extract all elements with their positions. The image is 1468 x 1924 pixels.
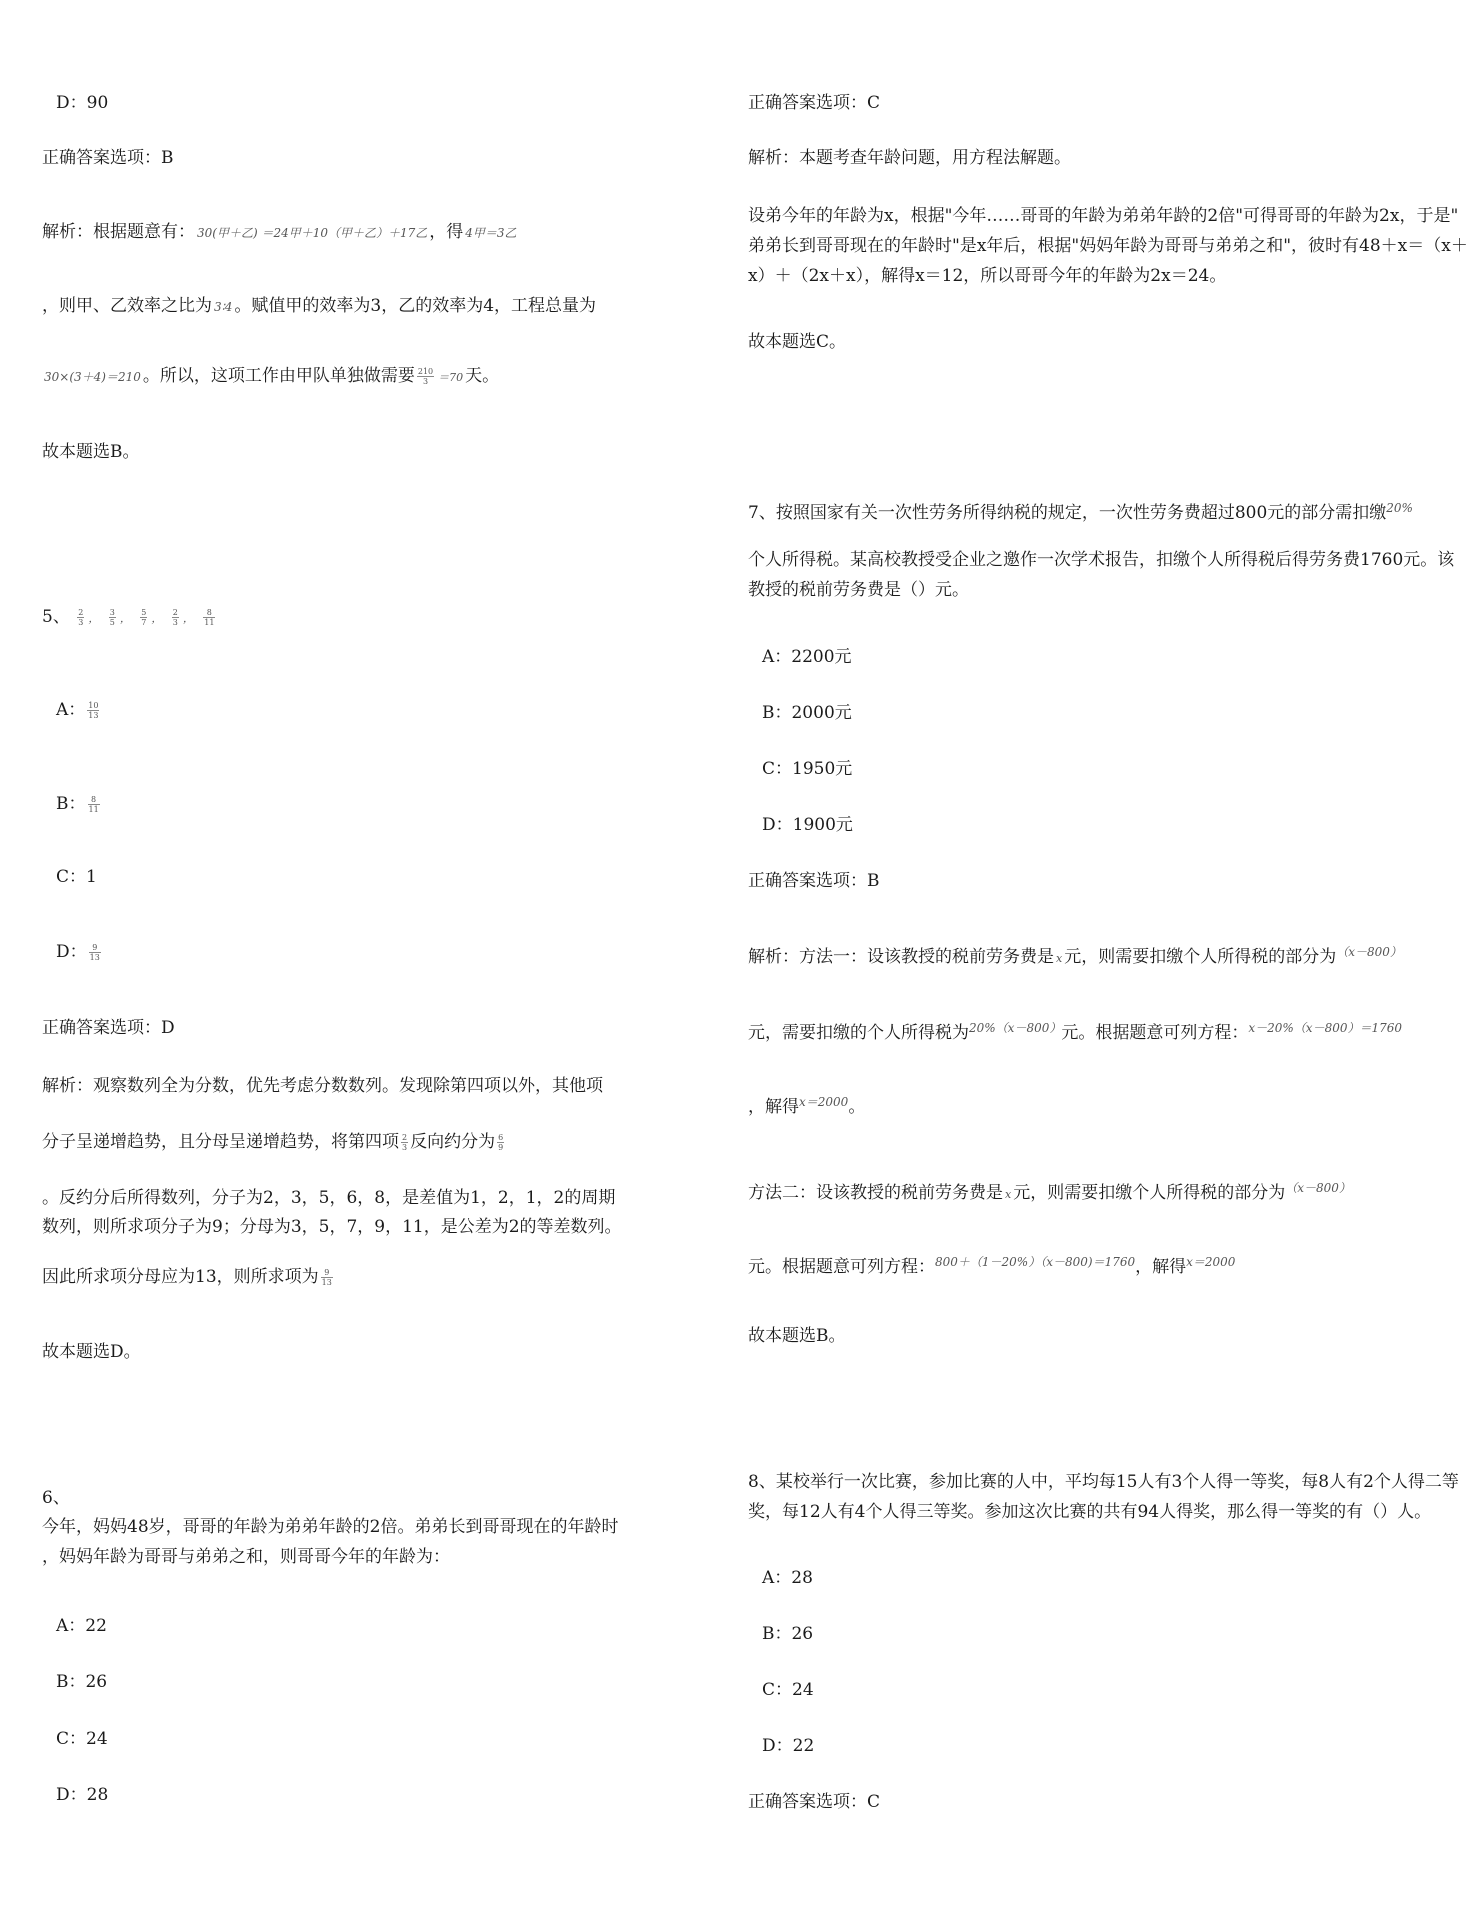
fraction: $\frac{10}{13}$ xyxy=(88,701,99,720)
fraction: $\frac{9}{13}$ xyxy=(89,943,100,962)
q7-option-d: D：1900元 xyxy=(762,815,853,835)
q4-explanation-line-3: 30×(3＋4)＝210 。所以，这项工作由甲队单独做需要 $\frac{210}{3}$ ＝70 天。 xyxy=(44,366,500,386)
q6-option-c: C：24 xyxy=(56,1729,108,1749)
q5-explanation-line-2: 分子呈递增趋势，且分母呈递增趋势，将第四项 $\frac{2}{3}$ 反向约分为 $\frac{6}{9}$ xyxy=(42,1132,504,1152)
math-expression: 3∶4 xyxy=(214,300,233,314)
math-expression: 800＋（1－20%）（x－800)＝1760 xyxy=(935,1255,1136,1269)
q6-stem-line-2: ，妈妈年龄为哥哥与弟弟之和，则哥哥今年的年龄为： xyxy=(42,1547,450,1567)
q5-explanation-line-1: 解析：观察数列全为分数，优先考虑分数数列。发现除第四项以外，其他项 xyxy=(42,1076,603,1096)
q7-method2-line-2: 元。根据题意可列方程：$^{800+(1-20\%)(x-800)=1760}$，解得$^{x=2000}$ xyxy=(748,1255,1236,1277)
fraction: $\frac{2}{3}$ xyxy=(402,1133,408,1152)
q7-method1-line-2: 元，需要扣缴的个人所得税为$^{20\%(x-800)}$元。根据题意可列方程：$^{x-20\%(x-800)=1760}$ xyxy=(748,1021,1403,1043)
math-expression: 4甲＝3乙 xyxy=(465,226,517,240)
q5-option-d: D： $\frac{9}{13}$ xyxy=(56,942,100,962)
q7-stem-line-1: 7、按照国家有关一次性劳务所得纳税的规定，一次性劳务费超过800元的部分需扣缴$^{20\%}$ xyxy=(748,501,1413,523)
q5-option-a: A： $\frac{10}{13}$ xyxy=(56,700,99,720)
fraction: $\frac{6}{9}$ xyxy=(498,1133,504,1152)
fraction: $\frac{3}{5}$ xyxy=(109,608,115,627)
q8-option-a: A：28 xyxy=(762,1568,813,1588)
q7-option-b: B：2000元 xyxy=(762,703,852,723)
q6-explanation-line-3: 弟弟长到哥哥现在的年龄时"是x年后，根据"妈妈年龄为哥哥与弟弟之和"，彼时有48＋x＝（x＋ xyxy=(748,236,1468,256)
math-expression: 30(甲＋乙) ＝24甲＋10（甲＋乙）＋17乙 xyxy=(197,226,428,240)
q5-option-c: C：1 xyxy=(56,867,97,887)
q6-conclusion: 故本题选C。 xyxy=(748,332,847,352)
q7-method2-line-1: 方法二：设该教授的税前劳务费是 x 元，则需要扣缴个人所得税的部分为$^{(x-800)}$ xyxy=(748,1181,1351,1203)
q5-explanation-line-3: 。反约分后所得数列，分子为2，3，5，6，8，是差值为1，2，1，2的周期 xyxy=(42,1188,616,1208)
q5-conclusion: 故本题选D。 xyxy=(42,1342,141,1362)
q5-option-b: B： $\frac{8}{11}$ xyxy=(56,794,99,814)
math-expression: x－20%（x－800）＝1760 xyxy=(1248,1021,1403,1035)
q8-option-b: B：26 xyxy=(762,1624,814,1644)
q8-stem-line-2: 奖，每12人有4个人得三等奖。参加这次比赛的共有94人得奖，那么得一等奖的有（）人。 xyxy=(748,1502,1432,1522)
fraction: $\frac{210}{3}$ xyxy=(417,367,434,386)
q8-stem-line-1: 8、某校举行一次比赛，参加比赛的人中，平均每15人有3个人得一等奖，每8人有2个人得二等 xyxy=(748,1472,1459,1492)
fraction: $\frac{2}{3}$ xyxy=(78,608,84,627)
math-expression: x＝2000 xyxy=(1186,1255,1236,1269)
q6-option-d: D：28 xyxy=(56,1785,109,1805)
fraction: $\frac{8}{11}$ xyxy=(204,608,215,627)
q7-option-c: C：1950元 xyxy=(762,759,853,779)
q5-explanation-line-5: 因此所求项分母应为13，则所求项为 $\frac{9}{13}$ xyxy=(42,1267,332,1287)
math-expression: （x－800） xyxy=(1336,945,1402,959)
q6-explanation-line-1: 解析：本题考查年龄问题，用方程法解题。 xyxy=(748,148,1071,168)
q8-option-d: D：22 xyxy=(762,1736,815,1756)
q4-conclusion: 故本题选B。 xyxy=(42,442,140,462)
q5-explanation-line-4: 数列，则所求项分子为9；分母为3，5，7，9，11，是公差为2的等差数列。 xyxy=(42,1217,622,1237)
q6-explanation-line-2: 设弟今年的年龄为x，根据"今年……哥哥的年龄为弟弟年龄的2倍"可得哥哥的年龄为2x，于是" xyxy=(748,206,1459,226)
fraction: $\frac{5}{7}$ xyxy=(141,608,147,627)
q7-stem-line-2: 个人所得税。某高校教授受企业之邀作一次学术报告，扣缴个人所得税后得劳务费1760元。该 xyxy=(748,550,1455,570)
fraction: $\frac{8}{11}$ xyxy=(88,795,99,814)
q6-answer: 正确答案选项：C xyxy=(748,93,881,113)
q6-number: 6、 xyxy=(42,1488,70,1508)
q5-stem: 5、 $\frac{2}{3}$ ， $\frac{3}{5}$ ， $\frac{5}{7}$ ， $\frac{2}{3}$ ， $\frac{8}{11}$ xyxy=(42,607,215,627)
q4-option-d: D：90 xyxy=(56,93,109,113)
q7-stem-line-3: 教授的税前劳务费是（）元。 xyxy=(748,580,969,600)
q7-conclusion: 故本题选B。 xyxy=(748,1326,846,1346)
q4-explanation-line-2: ，则甲、乙效率之比为 3∶4 。赋值甲的效率为3，乙的效率为4，工程总量为 xyxy=(42,296,597,316)
q8-option-c: C：24 xyxy=(762,1680,814,1700)
q5-answer: 正确答案选项：D xyxy=(42,1018,175,1038)
q7-method1-line-3: ，解得$^{x=2000}$。 xyxy=(748,1095,866,1117)
q6-option-b: B：26 xyxy=(56,1672,108,1692)
math-expression: 30×(3＋4)＝210 xyxy=(44,370,141,384)
math-expression: x＝2000 xyxy=(799,1095,849,1109)
q6-stem-line-1: 今年，妈妈48岁，哥哥的年龄为弟弟年龄的2倍。弟弟长到哥哥现在的年龄时 xyxy=(42,1517,619,1537)
q4-answer: 正确答案选项：B xyxy=(42,148,174,168)
q7-method1-line-1: 解析：方法一：设该教授的税前劳务费是 x 元，则需要扣缴个人所得税的部分为$^{(x-800)}$ xyxy=(748,945,1402,967)
q7-option-a: A：2200元 xyxy=(762,647,852,667)
q4-explanation-line-1: 解析：根据题意有： 30(甲＋乙) ＝24甲＋10（甲＋乙）＋17乙 ，得 4甲＝3乙 xyxy=(42,222,517,242)
fraction: $\frac{9}{13}$ xyxy=(321,1268,332,1287)
math-expression: 20% xyxy=(1386,501,1413,515)
fraction: $\frac{2}{3}$ xyxy=(172,608,178,627)
q7-answer: 正确答案选项：B xyxy=(748,871,880,891)
math-expression: （x－800） xyxy=(1285,1181,1351,1195)
q6-explanation-line-4: x）＋（2x＋x），解得x＝12，所以哥哥今年的年龄为2x＝24。 xyxy=(748,266,1227,286)
math-expression: 20%（x－800） xyxy=(969,1021,1062,1035)
q6-option-a: A：22 xyxy=(56,1616,107,1636)
q8-answer: 正确答案选项：C xyxy=(748,1792,881,1812)
